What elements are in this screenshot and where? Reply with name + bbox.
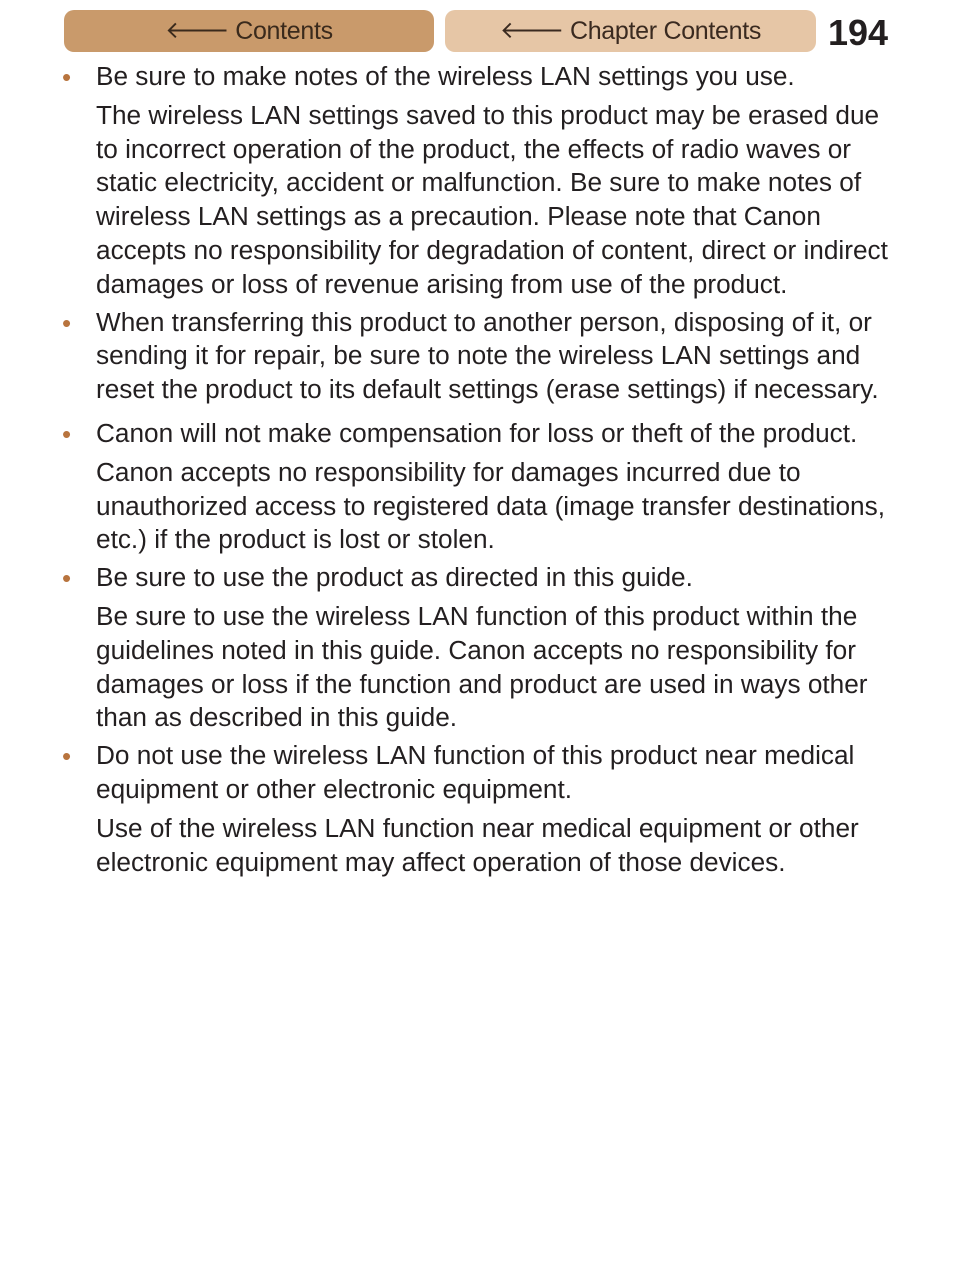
item-paragraph: The wireless LAN settings saved to this product may be erased due to incorrect operation of the product, the effects of radio waves or static electricity, accident or malfunction. Be sure to make notes of wireless LAN settings as a precaution. Please note that Canon accepts no responsibility for degradation of content, direct or indirect damages or loss of revenue arising from use of the product. — [96, 99, 888, 299]
item-heading: Do not use the wireless LAN function of this product near medical equipment or other electronic equipment. — [96, 740, 855, 804]
contents-button[interactable] — [64, 10, 434, 52]
item-heading: Be sure to make notes of the wireless LAN settings you use. — [96, 61, 795, 91]
left-arrow-icon: 🡐 — [499, 17, 564, 44]
page-number: 194 — [828, 12, 889, 53]
item-paragraph: Canon accepts no responsibility for damages incurred due to unauthorized access to registered data (image transfer destinations, etc.) if the product is lost or stolen. — [96, 456, 885, 555]
item-paragraph: Be sure to use the wireless LAN function of this product within the guidelines noted in this guide. Canon accepts no responsibility for damages or loss if the function and product are used in ways other than as described in this guide. — [96, 600, 868, 733]
list-item — [0, 739, 954, 879]
page-body — [0, 58, 954, 879]
contents-button-label: Contents — [235, 16, 333, 45]
bullet-icon: • — [62, 62, 72, 92]
bullet-icon: • — [62, 418, 72, 449]
list-item — [0, 58, 954, 302]
left-arrow-icon: 🡐 — [165, 17, 230, 44]
chapter-contents-button[interactable] — [445, 10, 816, 52]
item-paragraph: Use of the wireless LAN function near medical equipment or other electronic equipment may affect operation of those devices. — [96, 812, 859, 877]
item-heading: When transferring this product to another person, disposing of it, or sending it for repair, be sure to note the wireless LAN settings and reset the product to its default settings (erase settings) if necessary. — [96, 306, 879, 405]
list-item — [0, 306, 954, 407]
list-item — [0, 417, 954, 557]
bullet-icon: • — [62, 741, 72, 772]
item-heading: Canon will not make compensation for loss or theft of the product. — [96, 417, 858, 448]
bullet-icon: • — [62, 307, 72, 338]
item-heading: Be sure to use the product as directed in this guide. — [96, 562, 693, 593]
bullet-icon: • — [62, 563, 72, 594]
list-item — [0, 561, 954, 735]
chapter-contents-button-label: Chapter Contents — [569, 16, 762, 45]
